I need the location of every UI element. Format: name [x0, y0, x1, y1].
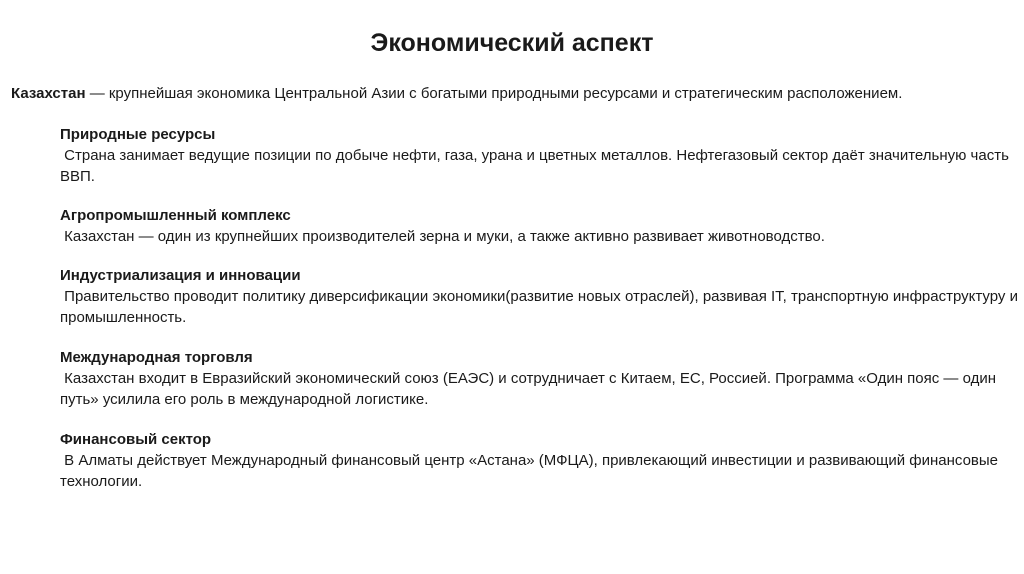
- section-heading: Природные ресурсы: [60, 126, 216, 143]
- intro-text: — крупнейшая экономика Центральной Азии с богатыми природными ресурсами и стратегическим расположением.: [85, 85, 903, 102]
- slide-title: Экономический аспект: [370, 29, 654, 57]
- section-body: Страна занимает ведущие позиции по добыче нефти, газа, урана и цветных металлов. Нефтегазовый сектор даёт значительную часть ВВП.: [60, 147, 1014, 185]
- section-natural-resources: [60, 124, 1020, 187]
- section-industrialization: [60, 265, 1023, 328]
- intro-lead: Казахстан: [11, 85, 86, 102]
- section-international-trade: [60, 347, 1020, 410]
- section-body: Казахстан входит в Евразийский экономический союз (ЕАЭС) и сотрудничает с Китаем, ЕС, Россией. Программа «Один пояс — один путь» усилила его роль в международной логистике.: [60, 370, 1001, 408]
- section-heading: Международная торговля: [60, 349, 253, 366]
- section-body: Казахстан — один из крупнейших производителей зерна и муки, а также активно развивает животноводство.: [60, 228, 825, 245]
- section-body: В Алматы действует Международный финансовый центр «Астана» (МФЦА), привлекающий инвестиции и развивающий финансовые технологии.: [60, 452, 1003, 490]
- section-agro-industrial: [60, 205, 1020, 247]
- section-heading: Финансовый сектор: [60, 431, 212, 448]
- section-heading: Агропромышленный комплекс: [60, 207, 291, 224]
- section-heading: Индустриализация и инновации: [60, 267, 301, 284]
- intro-paragraph: [11, 84, 1016, 104]
- section-body: Правительство проводит политику диверсификации экономики(развитие новых отраслей), развивая IT, транспортную инфраструктуру и промышленность.: [60, 288, 1023, 326]
- section-financial-sector: [60, 429, 1020, 492]
